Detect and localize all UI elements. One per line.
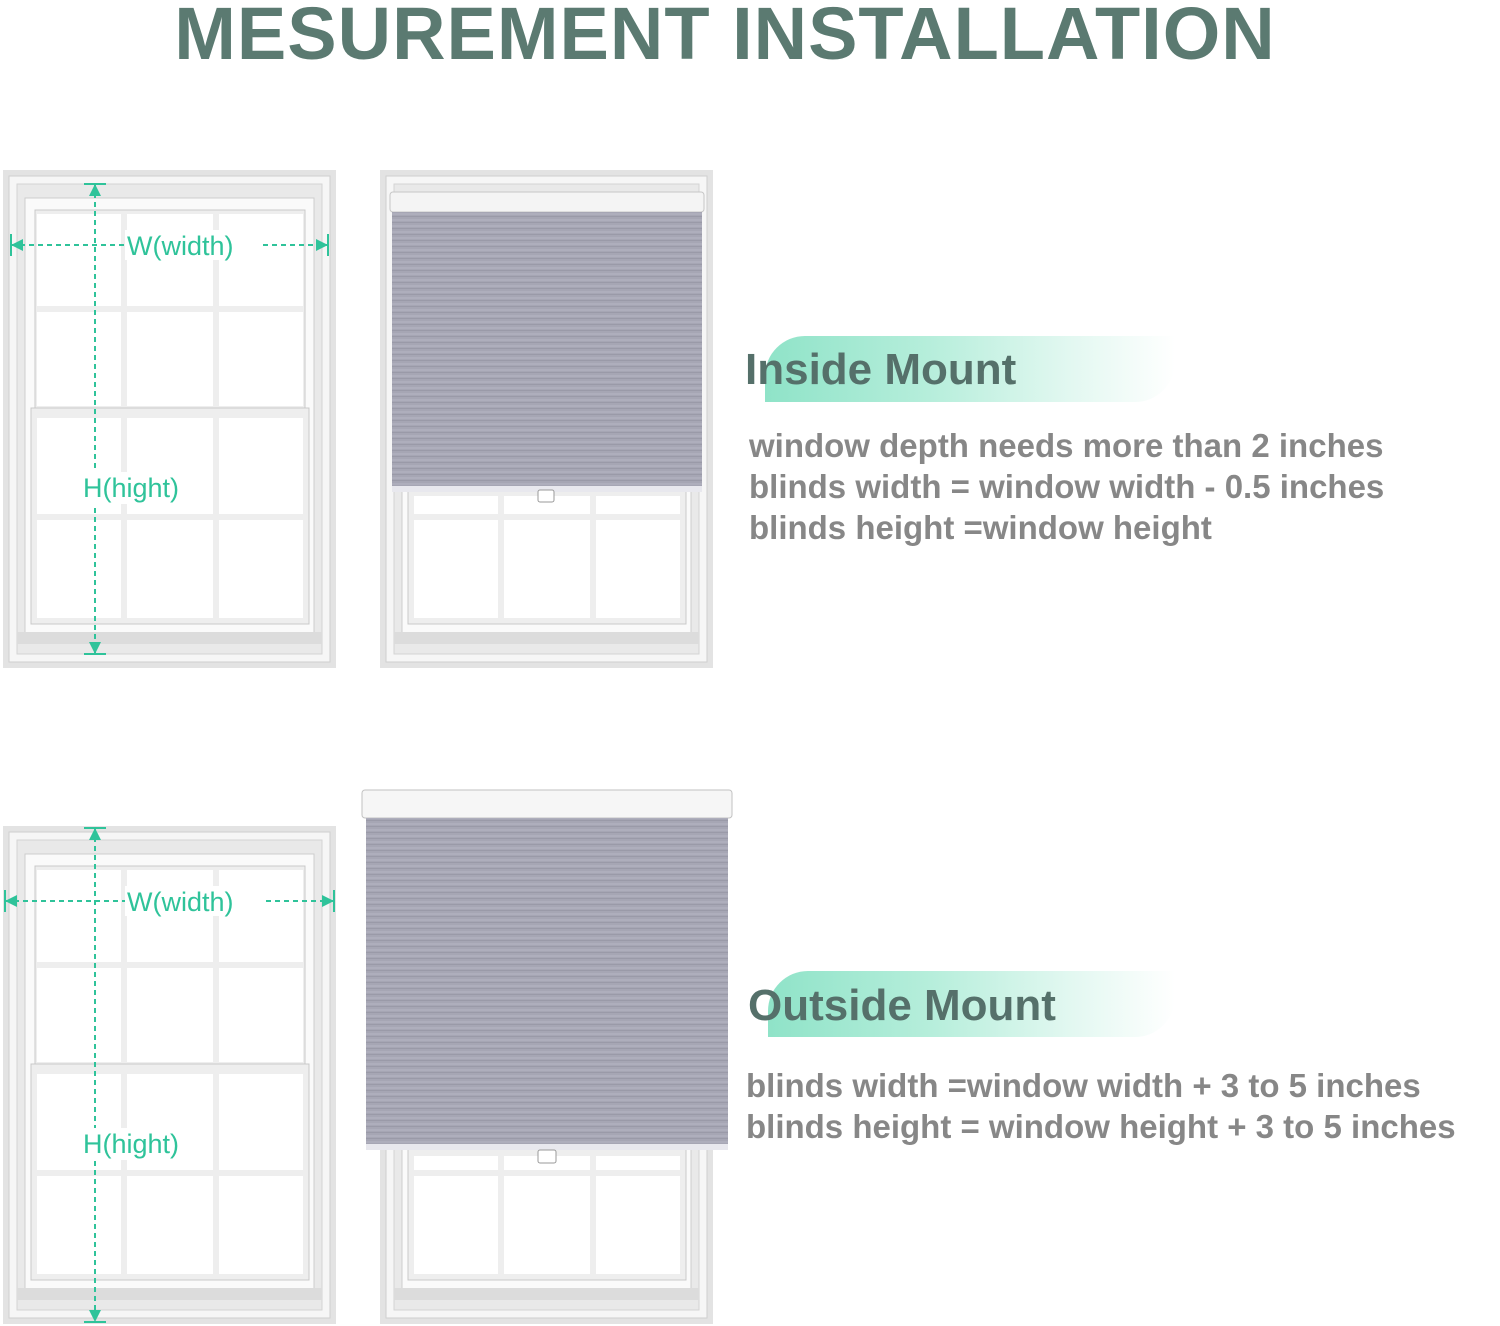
outside-mount-heading: Outside Mount	[748, 981, 1056, 1030]
outside-mount-line: blinds height = window height + 3 to 5 inches	[746, 1108, 1456, 1145]
window-measure-diagram-inside	[3, 170, 336, 668]
page-title: MESUREMENT INSTALLATION	[174, 0, 1276, 75]
outside-mount-banner	[748, 971, 1175, 1037]
outside-mount-line: blinds width =window width + 3 to 5 inches	[746, 1067, 1421, 1104]
outside-mount-description	[746, 1065, 1456, 1147]
height-label: H(hight)	[83, 1129, 180, 1159]
inside-mount-heading: Inside Mount	[745, 345, 1017, 394]
inside-mount-banner	[745, 336, 1175, 402]
inside-mount-line: blinds width = window width - 0.5 inches	[749, 468, 1385, 505]
width-label: W(width)	[127, 887, 234, 917]
window-measure-diagram-outside	[3, 826, 336, 1324]
height-label: H(hight)	[83, 473, 180, 503]
inside-mount-description	[749, 425, 1384, 548]
inside-mount-line: window depth needs more than 2 inches	[749, 427, 1384, 464]
width-label: W(width)	[127, 231, 234, 261]
inside-mount-window-diagram	[380, 170, 713, 668]
outside-mount-window-diagram	[360, 786, 735, 1324]
inside-mount-line: blinds height =window height	[749, 509, 1212, 546]
